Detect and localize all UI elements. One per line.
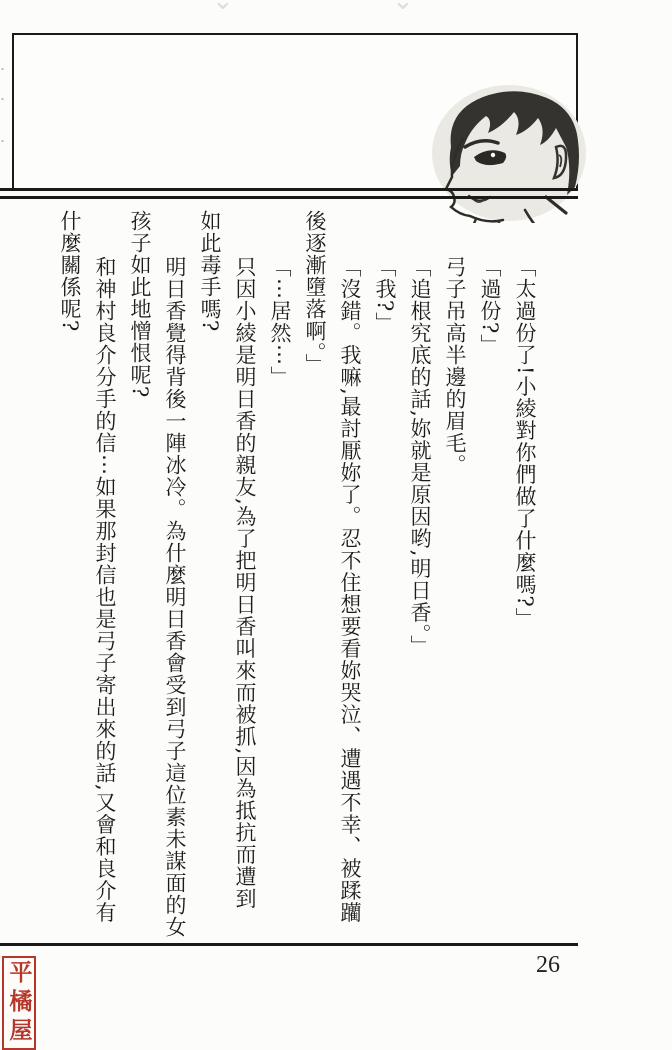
paper-speck xyxy=(1,98,4,100)
paper-smudge: ⌄ xyxy=(212,0,234,16)
text-column: 如此毒手嗎? xyxy=(198,210,222,333)
text-column: 明日香覺得背後一陣冰冷。為什麼明日香會受到弓子這位素未謀面的女 xyxy=(163,256,187,938)
text-column: 只因小綾是明日香的親友,為了把明日香叫來而被抓,因為抵抗而遭到 xyxy=(233,256,257,910)
paper-speck xyxy=(1,140,4,142)
text-column: 孩子如此地憎恨呢? xyxy=(128,210,152,399)
character-portrait-illustration xyxy=(429,83,589,223)
text-column: 「追根究底的話,妳就是原因哟,明日香。」 xyxy=(408,256,432,657)
page-number: 26 xyxy=(536,952,560,978)
illustration-panel xyxy=(12,33,578,188)
paper-speck xyxy=(1,68,4,70)
text-column: 「沒錯。我嘛,最討厭妳了。忍不住想要看妳哭泣、遭遇不幸、被蹂躪 xyxy=(338,256,362,924)
footer-rule xyxy=(0,943,578,946)
text-column: 後逐漸墮落啊。」 xyxy=(303,210,327,376)
text-column: 和神村良介分手的信⋯如果那封信也是弓子寄出來的話,又會和良介有 xyxy=(93,256,117,924)
publisher-seal xyxy=(2,956,36,1050)
text-column: 「⋯居然⋯」 xyxy=(268,256,292,388)
text-column: 弓子吊高半邊的眉毛。 xyxy=(443,256,467,476)
text-column: 「過份?」 xyxy=(478,256,502,357)
text-column: 「我?」 xyxy=(373,256,397,335)
text-column: 什麼關係呢? xyxy=(58,210,82,333)
text-block xyxy=(50,210,542,955)
publisher-seal-text: 平橘屋 xyxy=(5,960,33,1047)
panel-border-rule xyxy=(0,196,578,199)
panel-border-rule xyxy=(0,188,578,191)
text-column: 「太過份了!小綾對你們做了什麼嗎?」 xyxy=(513,256,537,630)
paper-smudge: ⌄ xyxy=(392,0,414,16)
